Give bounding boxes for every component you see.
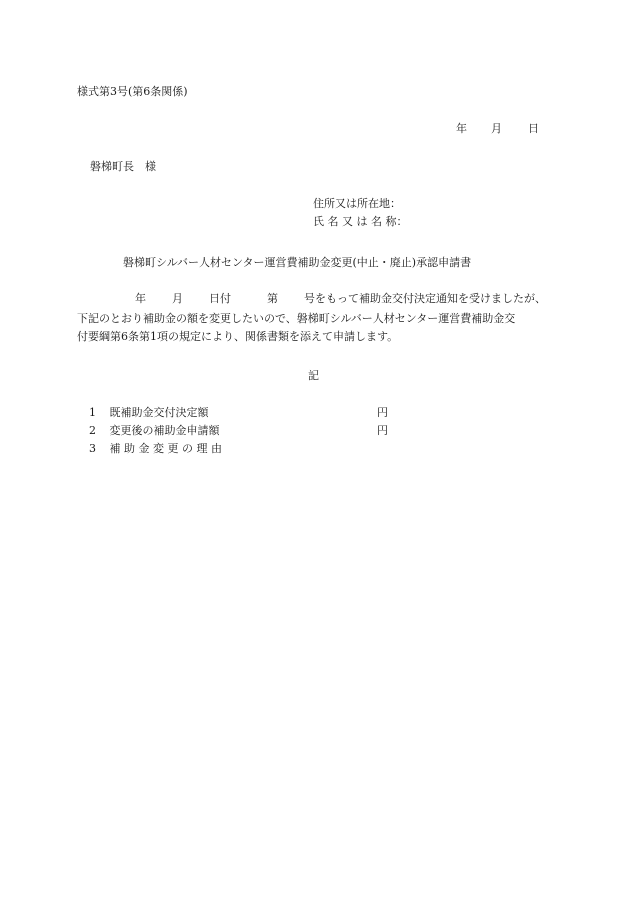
ki-heading: 記	[308, 369, 319, 382]
body-line-2: 下記のとおり補助金の額を変更したいので、磐梯町シルバー人材センター運営費補助金交	[77, 312, 516, 325]
item-label: 既補助金交付決定額	[109, 406, 209, 419]
body-line-1	[77, 292, 546, 306]
item-number: 1	[89, 406, 96, 419]
body-year-label: 年	[135, 292, 146, 305]
date-month-label: 月	[491, 122, 502, 135]
list-item	[89, 424, 220, 438]
body-month-label: 月	[172, 292, 183, 305]
date-year-label: 年	[456, 122, 467, 135]
item-label: 変更後の補助金申請額	[109, 424, 220, 437]
body-day-label: 日付	[209, 292, 231, 305]
form-number: 様式第3号(第6条関係)	[77, 85, 188, 98]
addressee: 磐梯町長 様	[90, 160, 156, 173]
item-number: 2	[89, 424, 96, 437]
list-item	[89, 442, 222, 456]
item-unit: 円	[377, 424, 388, 437]
date-line	[456, 122, 539, 136]
applicant-name-label: 氏 名 又 は 名 称：	[313, 215, 408, 228]
item-unit: 円	[377, 406, 388, 419]
applicant-address-label: 住所又は所在地：	[313, 197, 401, 210]
body-line-1-rest: 号をもって補助金交付決定通知を受けましたが、	[304, 292, 546, 305]
body-number-label: 第	[267, 292, 278, 305]
body-line-3: 付要綱第6条第1項の規定により、関係書類を添えて申請します。	[77, 330, 399, 343]
item-number: 3	[89, 442, 96, 455]
date-day-label: 日	[528, 122, 539, 135]
list-item	[89, 406, 209, 420]
document-title: 磐梯町シルバー人材センター運営費補助金変更(中止・廃止)承認申請書	[123, 256, 472, 269]
item-label: 補 助 金 変 更 の 理 由	[109, 442, 222, 455]
